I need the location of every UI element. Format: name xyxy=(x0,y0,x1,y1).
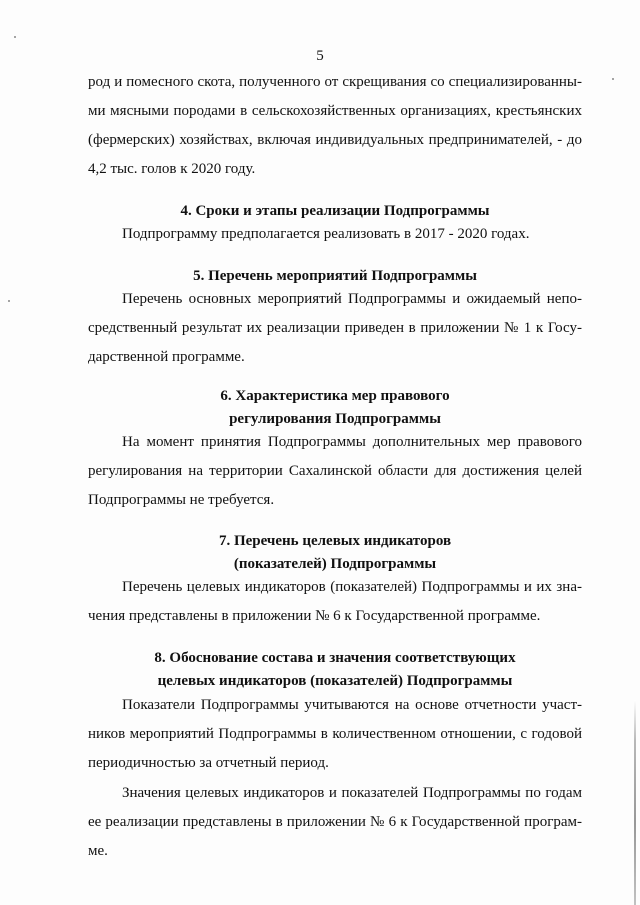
section-8-text: периодичностью за отчетный период. xyxy=(88,755,329,771)
section-6-text: На момент принятия Подпрограммы дополнительных мер правового xyxy=(122,434,582,450)
scan-speck xyxy=(14,36,16,38)
section-5-text: Перечень основных мероприятий Подпрограммы и ожидаемый непо- xyxy=(122,291,582,307)
section-7-text: Перечень целевых индикаторов (показателей) Подпрограммы и их зна- xyxy=(122,579,582,595)
section-8-heading: 8. Обоснование состава и значения соответствующих xyxy=(154,650,516,666)
scan-edge-mark xyxy=(634,700,636,905)
section-4-text: Подпрограмму предполагается реализовать в 2017 - 2020 годах. xyxy=(122,226,530,242)
section-6-text: Подпрограммы не требуется. xyxy=(88,492,275,508)
intro-line: род и помесного скота, полученного от скрещивания со специализированны- xyxy=(88,74,582,90)
section-8-text: Значения целевых индикаторов и показателей Подпрограммы по годам xyxy=(122,785,582,801)
section-6-text: регулирования на территории Сахалинской области для достижения целей xyxy=(88,463,582,479)
section-8-text: ников мероприятий Подпрограммы в количественном отношении, с годовой xyxy=(88,726,582,742)
intro-line: (фермерских) хозяйствах, включая индивидуальных предпринимателей, - до xyxy=(88,132,582,148)
section-7-heading: 7. Перечень целевых индикаторов xyxy=(218,533,452,549)
section-5-heading: 5. Перечень мероприятий Подпрограммы xyxy=(193,268,477,284)
section-6-heading: 6. Характеристика мер правового xyxy=(220,388,450,404)
section-8-text: ме. xyxy=(88,843,108,859)
scan-speck xyxy=(8,300,10,302)
section-4-heading: 4. Сроки и этапы реализации Подпрограммы xyxy=(180,203,490,219)
section-6-heading: регулирования Подпрограммы xyxy=(229,411,441,427)
section-8-heading: целевых индикаторов (показателей) Подпрограммы xyxy=(157,673,513,689)
section-7-heading: (показателей) Подпрограммы xyxy=(233,556,437,572)
section-5-text: средственный результат их реализации приведен в приложении № 1 к Госу- xyxy=(88,320,582,336)
intro-line: 4,2 тыс. голов к 2020 году. xyxy=(88,161,256,177)
intro-line: ми мясными породами в сельскохозяйственных организациях, крестьянских xyxy=(88,103,582,119)
scan-speck xyxy=(612,78,614,80)
section-8-text: Показатели Подпрограммы учитываются на основе отчетности участ- xyxy=(122,697,582,713)
page-number: 5 xyxy=(316,48,324,64)
section-7-text: чения представлены в приложении № 6 к Государственной программе. xyxy=(88,608,541,624)
section-5-text: дарственной программе. xyxy=(88,349,245,365)
section-8-text: ее реализации представлены в приложении № 6 к Государственной програм- xyxy=(88,814,582,830)
